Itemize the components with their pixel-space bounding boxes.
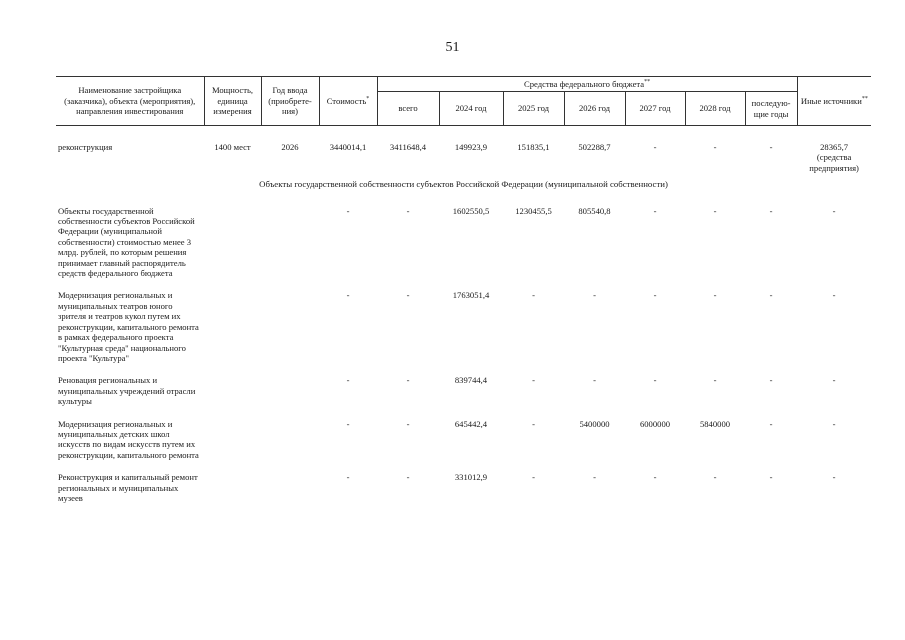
- row-name: Реновация региональных и муниципальных учреждений отрасли культуры: [58, 375, 196, 407]
- row-2025: -: [532, 418, 535, 429]
- header-federal-label: Средства федерального бюджета: [523, 78, 645, 89]
- row-later: -: [769, 290, 773, 301]
- table-header: [56, 77, 871, 126]
- row-2025: -: [532, 375, 535, 386]
- row-cost: -: [346, 472, 350, 483]
- row-other: -: [832, 290, 836, 301]
- row-total: -: [406, 418, 410, 429]
- table-row: [56, 290, 871, 363]
- row-name: Объекты государственной собственности субъектов Российской Федерации (муниципальной собственности) стоимостью менее 3 млрд. рублей, по которым решения принимает главный распорядитель средств федерального бюджета: [58, 205, 195, 279]
- row-2028: -: [713, 472, 717, 483]
- header-other: [797, 77, 871, 126]
- row-2026: -: [593, 375, 596, 386]
- row-2024: 149923,9: [454, 142, 488, 152]
- header-capacity: Мощность, единица измерения: [204, 77, 261, 126]
- row-cost: 3440014,1: [329, 142, 367, 152]
- row-2028: -: [713, 205, 717, 216]
- header-2024: 2024 год: [439, 92, 503, 126]
- row-other: -: [832, 472, 836, 483]
- header-other-label: Иные источники: [800, 95, 862, 106]
- federal-budget-table: [56, 76, 871, 503]
- row-2026: 805540,8: [578, 205, 611, 216]
- row-2024: 839744,4: [454, 375, 488, 386]
- row-capacity: 1400 мест: [214, 142, 251, 152]
- row-2024: 645442,4: [454, 418, 488, 429]
- row-2025: -: [532, 472, 535, 483]
- row-cost: -: [346, 418, 350, 429]
- row-2026: 5400000: [579, 418, 610, 429]
- section-row: [56, 173, 871, 205]
- row-2026: -: [593, 290, 596, 301]
- row-later: -: [769, 375, 773, 386]
- row-later: -: [769, 472, 773, 483]
- table-row: [56, 375, 871, 406]
- table-row: [56, 142, 871, 173]
- row-name: Модернизация региональных и муниципальных детских школ искусств по видам искусств путем их реконструкции, капитального ремонта: [58, 418, 199, 460]
- row-2028: -: [713, 375, 717, 386]
- header-cost-mark: *: [366, 95, 370, 102]
- header-total: всего: [377, 92, 439, 126]
- row-2027: -: [653, 290, 657, 301]
- row-total: -: [406, 472, 410, 483]
- row-cost: -: [346, 375, 350, 386]
- row-2025: 1230455,5: [515, 205, 552, 216]
- row-other: -: [832, 375, 836, 386]
- row-2025: -: [532, 290, 535, 301]
- row-total: -: [406, 290, 410, 301]
- row-2025: 151835,1: [517, 142, 550, 152]
- row-other: [797, 142, 871, 173]
- row-2028: -: [713, 142, 717, 152]
- header-cost-label: Стоимость: [326, 95, 367, 106]
- header-year: Год ввода (приобрете-ния): [261, 77, 319, 126]
- row-year: [261, 375, 319, 406]
- row-total: -: [406, 205, 410, 216]
- header-federal: [377, 77, 797, 92]
- row-year: [261, 419, 319, 461]
- row-later: -: [769, 205, 773, 216]
- header-2026: 2026 год: [564, 92, 625, 126]
- header-other-mark: **: [861, 95, 868, 102]
- row-2027: -: [653, 142, 657, 152]
- table-body: [56, 126, 871, 504]
- row-capacity: [204, 419, 261, 461]
- row-2026: 502288,7: [578, 142, 611, 152]
- table-row: [56, 206, 871, 279]
- row-capacity: [204, 472, 261, 503]
- row-year: [261, 472, 319, 503]
- row-capacity: [204, 290, 261, 363]
- row-2024: 331012,9: [454, 472, 488, 483]
- table-row: [56, 472, 871, 503]
- row-name: Модернизация региональных и муниципальных театров юного зрителя и театров кукол путем их реконструкции, капитального ремонта в рамках федерального проекта "Культурная среда" национального проекта "Культура": [58, 290, 199, 363]
- row-2026: -: [593, 472, 596, 483]
- row-cost: -: [346, 205, 350, 216]
- row-capacity: [204, 375, 261, 406]
- row-2027: -: [653, 375, 657, 386]
- row-2024: 1763051,4: [452, 290, 490, 301]
- header-2027: 2027 год: [625, 92, 685, 126]
- section-title: Объекты государственной собственности субъектов Российской Федерации (муниципальной собственности): [259, 179, 668, 190]
- row-year: [261, 206, 319, 279]
- header-2028: 2028 год: [685, 92, 745, 126]
- row-later: -: [769, 418, 773, 429]
- row-2028: 5840000: [699, 418, 731, 429]
- row-other-note: (средства предприятия): [809, 152, 859, 173]
- row-2027: -: [653, 472, 657, 483]
- header-cost: [319, 77, 377, 126]
- row-2027: -: [653, 205, 657, 216]
- row-total: -: [406, 375, 410, 386]
- row-2028: -: [713, 290, 717, 301]
- header-name: Наименование застройщика (заказчика), объекта (мероприятия), направления инвестирования: [56, 77, 204, 126]
- table-row: [56, 419, 871, 461]
- row-total: 3411648,4: [389, 142, 427, 152]
- row-year: [261, 290, 319, 363]
- row-cost: -: [346, 290, 350, 301]
- row-other: -: [832, 418, 836, 429]
- row-other-value: 28365,7: [820, 142, 849, 152]
- header-2025: 2025 год: [503, 92, 564, 126]
- header-federal-mark: **: [644, 78, 651, 85]
- page-number: 51: [445, 40, 460, 55]
- row-2027: 6000000: [639, 418, 671, 429]
- row-2024: 1602550,5: [452, 205, 490, 216]
- row-later: -: [769, 142, 773, 152]
- row-other: -: [832, 205, 836, 216]
- header-later: последую-щие годы: [745, 92, 797, 126]
- row-year: 2026: [281, 142, 299, 152]
- row-name: реконструкция: [58, 142, 113, 152]
- row-capacity: [204, 206, 261, 279]
- row-name: Реконструкция и капитальный ремонт региональных и муниципальных музеев: [58, 472, 198, 503]
